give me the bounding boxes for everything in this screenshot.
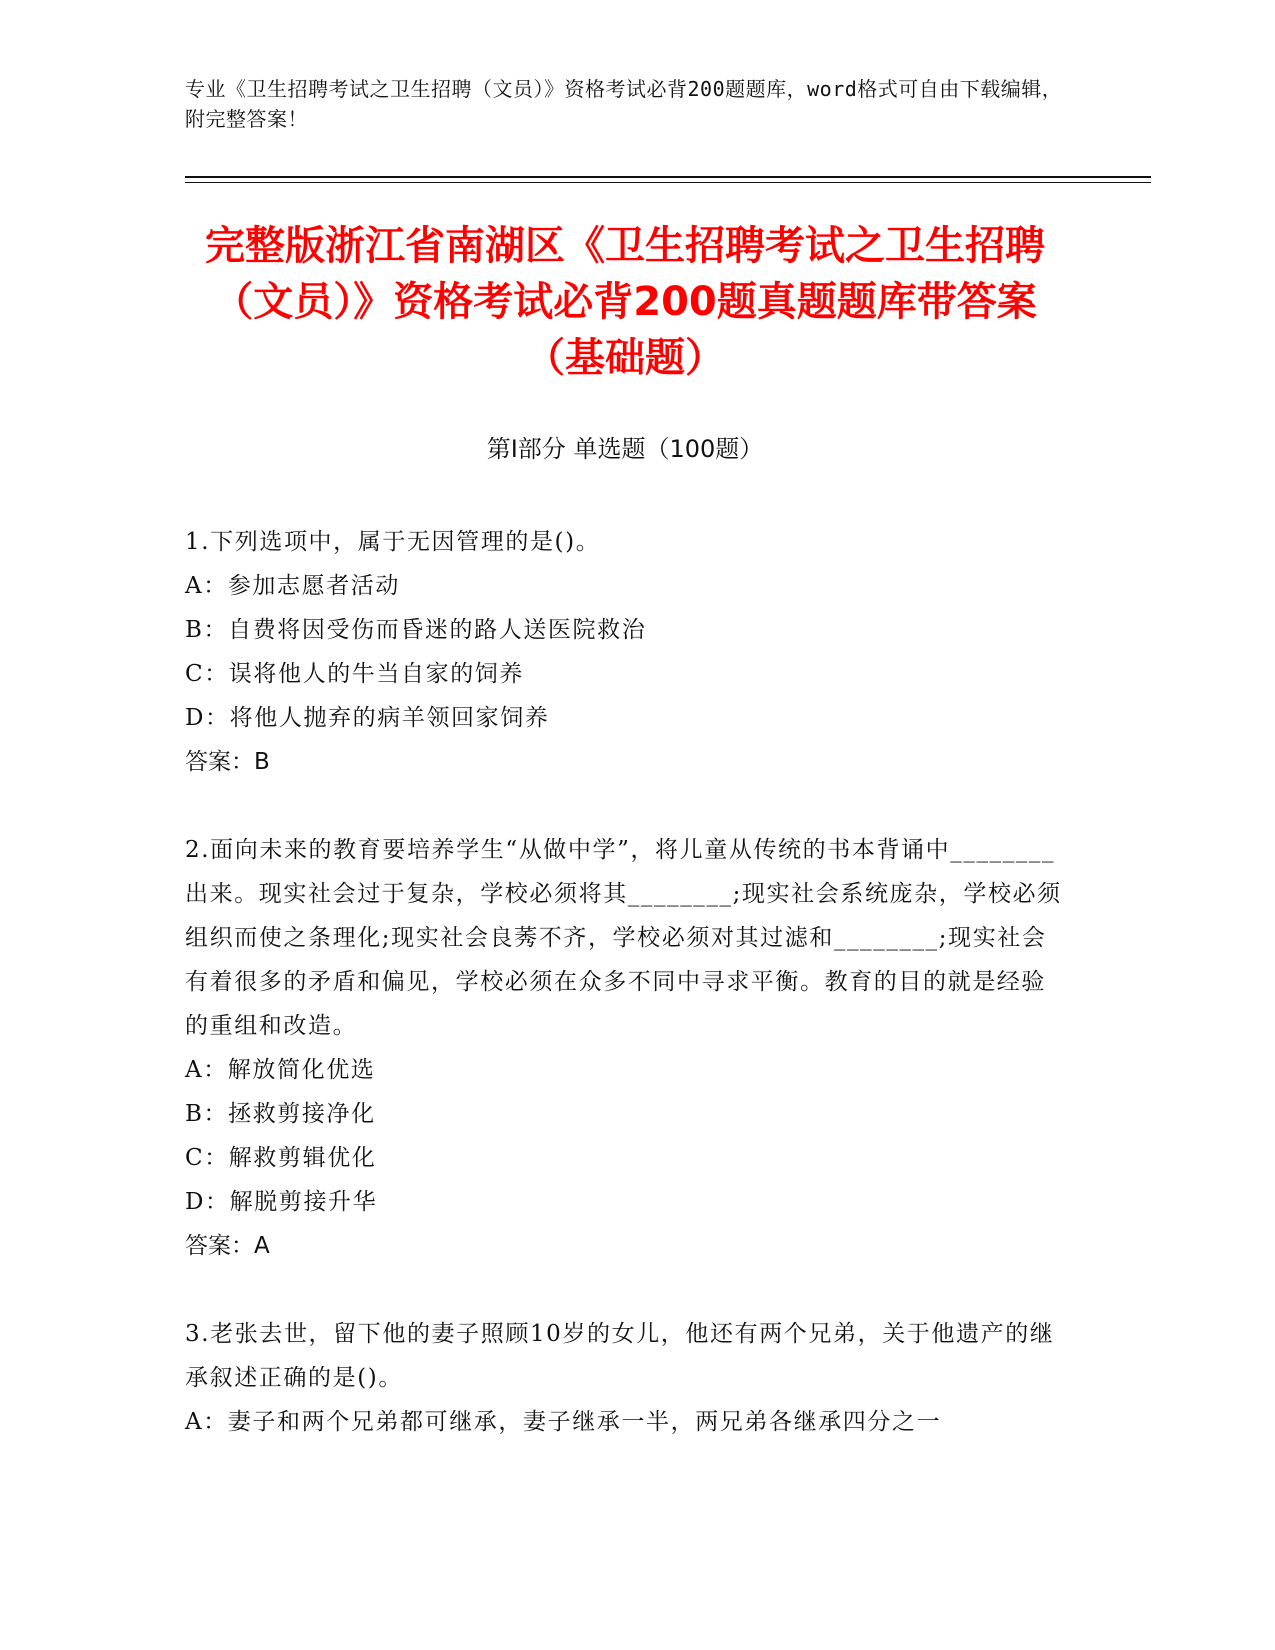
header-rule-thick xyxy=(185,176,1151,178)
option-a: A：参加志愿者活动 xyxy=(185,573,401,599)
question-list xyxy=(185,520,1065,1488)
option-b: B：拯救剪接净化 xyxy=(185,1101,376,1127)
option-b: B：自费将因受伤而昏迷的路人送医院救治 xyxy=(185,617,647,643)
option-d: D：解脱剪接升华 xyxy=(185,1189,378,1215)
answer-line: 答案：A xyxy=(185,1233,270,1259)
option-d: D：将他人抛弃的病羊领回家饲养 xyxy=(185,705,550,731)
section-title: 第Ⅰ部分 单选题（100题） xyxy=(486,435,764,463)
question-stem: 1.下列选项中，属于无因管理的是()。 xyxy=(185,529,601,555)
option-a: A：妻子和两个兄弟都可继承，妻子继承一半，两兄弟各继承四分之一 xyxy=(185,1409,942,1435)
document-title: 完整版浙江省南湖区《卫生招聘考试之卫生招聘（文员）》资格考试必背200题真题题库带答案（基础题） xyxy=(205,223,1045,381)
question-item xyxy=(185,1312,1065,1444)
header-rule-thin xyxy=(185,182,1151,183)
question-stem: 2.面向未来的教育要培养学生“从做中学”，将儿童从传统的书本背诵中________出来。现实社会过于复杂，学校必须将其________;现实社会系统庞杂，学校必须组织而使之条理化;现实社会良莠不齐，学校必须对其过滤和________;现实社会有着很多的矛盾和偏见，学校必须在众多不同中寻求平衡。教育的目的就是经验的重组和改造。 xyxy=(185,837,1062,1039)
answer-line: 答案：B xyxy=(185,749,270,775)
option-c: C：误将他人的牛当自家的饲养 xyxy=(185,661,524,687)
option-c: C：解救剪辑优化 xyxy=(185,1145,377,1171)
question-item xyxy=(185,520,1065,784)
header-note: 专业《卫生招聘考试之卫生招聘（文员）》资格考试必背200题题库，word格式可自由下载编辑，附完整答案！ xyxy=(185,77,1063,131)
question-stem: 3.老张去世，留下他的妻子照顾10岁的女儿，他还有两个兄弟，关于他遗产的继承叙述正确的是()。 xyxy=(185,1321,1055,1391)
option-a: A：解放简化优选 xyxy=(185,1057,376,1083)
question-item xyxy=(185,828,1065,1268)
